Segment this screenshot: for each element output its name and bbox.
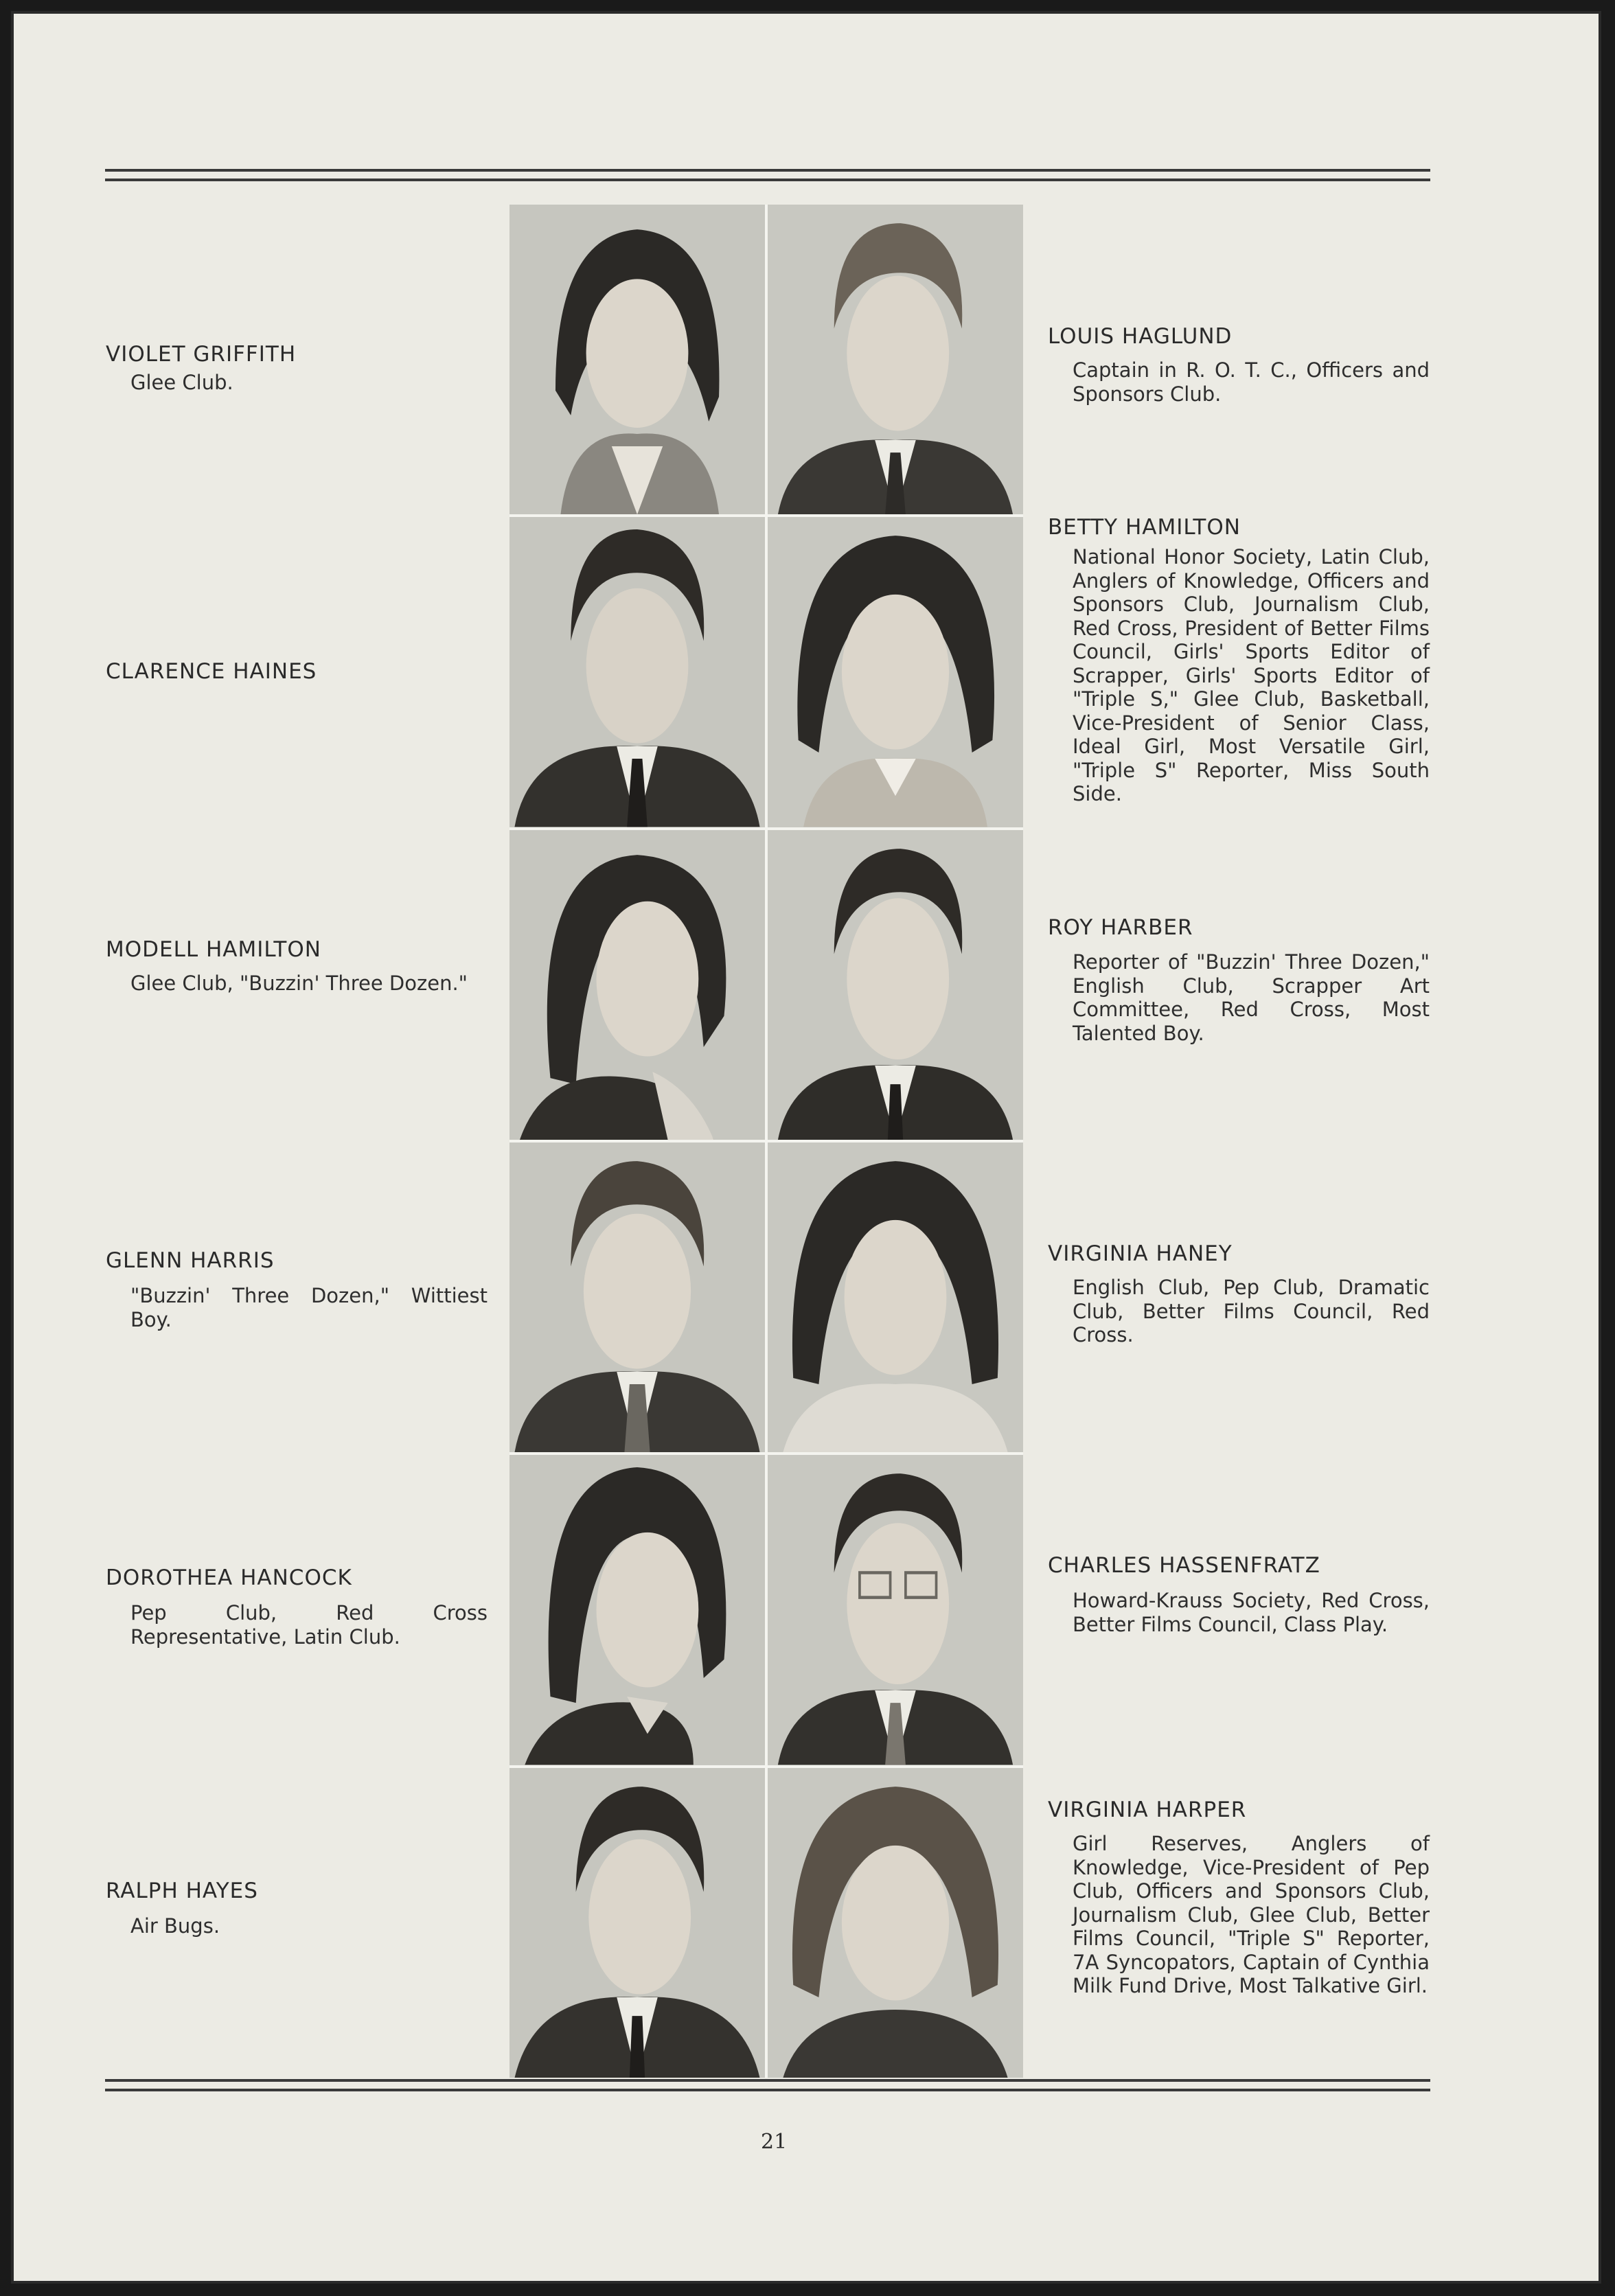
portrait-photo	[768, 205, 1023, 514]
right-entry-activities: Girl Reserves, Anglers of Knowledge, Vice-President of Pep Club, Officers and Sponsors Club, Journalism Club, Glee Club, Better Films Council, "Triple S" Reporter, 7A Syncopators, Captain of Cynthia Milk Fund Drive, Most Talkative Girl.	[1073, 1832, 1430, 1997]
left-entry-name: VIOLET GRIFFITH	[106, 342, 297, 367]
portrait-grid	[509, 205, 1023, 2078]
top-double-rule	[105, 169, 1430, 181]
right-entry-activities: Reporter of "Buzzin' Three Dozen," English Club, Scrapper Art Committee, Red Cross, Most Talented Boy.	[1073, 950, 1430, 1045]
portrait-photo	[768, 1143, 1023, 1452]
right-entry-name: LOUIS HAGLUND	[1048, 324, 1233, 349]
left-entry-name: GLENN HARRIS	[106, 1248, 275, 1273]
left-entry-activities: Glee Club, "Buzzin' Three Dozen."	[130, 972, 468, 995]
right-entry-activities: Howard-Krauss Society, Red Cross, Better Films Council, Class Play.	[1073, 1589, 1430, 1636]
left-entry-activities: Pep Club, Red Cross Representative, Latin Club.	[130, 1601, 488, 1649]
portrait-photo	[509, 1768, 765, 2078]
portrait-photo	[509, 1455, 765, 1765]
bottom-double-rule	[105, 2079, 1430, 2091]
right-entry-name: ROY HARBER	[1048, 915, 1193, 940]
left-entry-activities: "Buzzin' Three Dozen," Wittiest Boy.	[130, 1284, 488, 1331]
left-entry-activities: Glee Club.	[130, 371, 233, 394]
right-entry-name: VIRGINIA HANEY	[1048, 1241, 1233, 1266]
portrait-photo	[768, 1455, 1023, 1765]
right-entry-activities: National Honor Society, Latin Club, Anglers of Knowledge, Officers and Sponsors Club, Journalism Club, Red Cross, President of Better Films Council, Girls' Sports Editor of Scrapper, Girls' Sports Editor of "Triple S," Glee Club, Basketball, Vice-President of Senior Class, Ideal Girl, Most Versatile Girl, "Triple S" Reporter, Miss South Side.	[1073, 545, 1430, 805]
right-entry-activities: English Club, Pep Club, Dramatic Club, Better Films Council, Red Cross.	[1073, 1276, 1430, 1346]
portrait-photo	[509, 1143, 765, 1452]
right-entry-name: VIRGINIA HARPER	[1048, 1798, 1247, 1822]
page-number: 21	[761, 2130, 788, 2154]
left-entry-activities: Air Bugs.	[130, 1914, 220, 1938]
left-entry-name: CLARENCE HAINES	[106, 659, 317, 684]
portrait-photo	[768, 1768, 1023, 2078]
portrait-photo	[768, 517, 1023, 827]
yearbook-page	[11, 11, 1601, 2284]
portrait-photo	[768, 830, 1023, 1140]
right-entry-activities: Captain in R. O. T. C., Officers and Sponsors Club.	[1073, 358, 1430, 406]
portrait-photo	[509, 517, 765, 827]
left-entry-name: DOROTHEA HANCOCK	[106, 1565, 352, 1590]
portrait-photo	[509, 830, 765, 1140]
right-entry-name: BETTY HAMILTON	[1048, 515, 1241, 540]
right-entry-name: CHARLES HASSENFRATZ	[1048, 1553, 1320, 1578]
left-entry-name: MODELL HAMILTON	[106, 937, 321, 962]
portrait-photo	[509, 205, 765, 514]
left-entry-name: RALPH HAYES	[106, 1879, 258, 1903]
